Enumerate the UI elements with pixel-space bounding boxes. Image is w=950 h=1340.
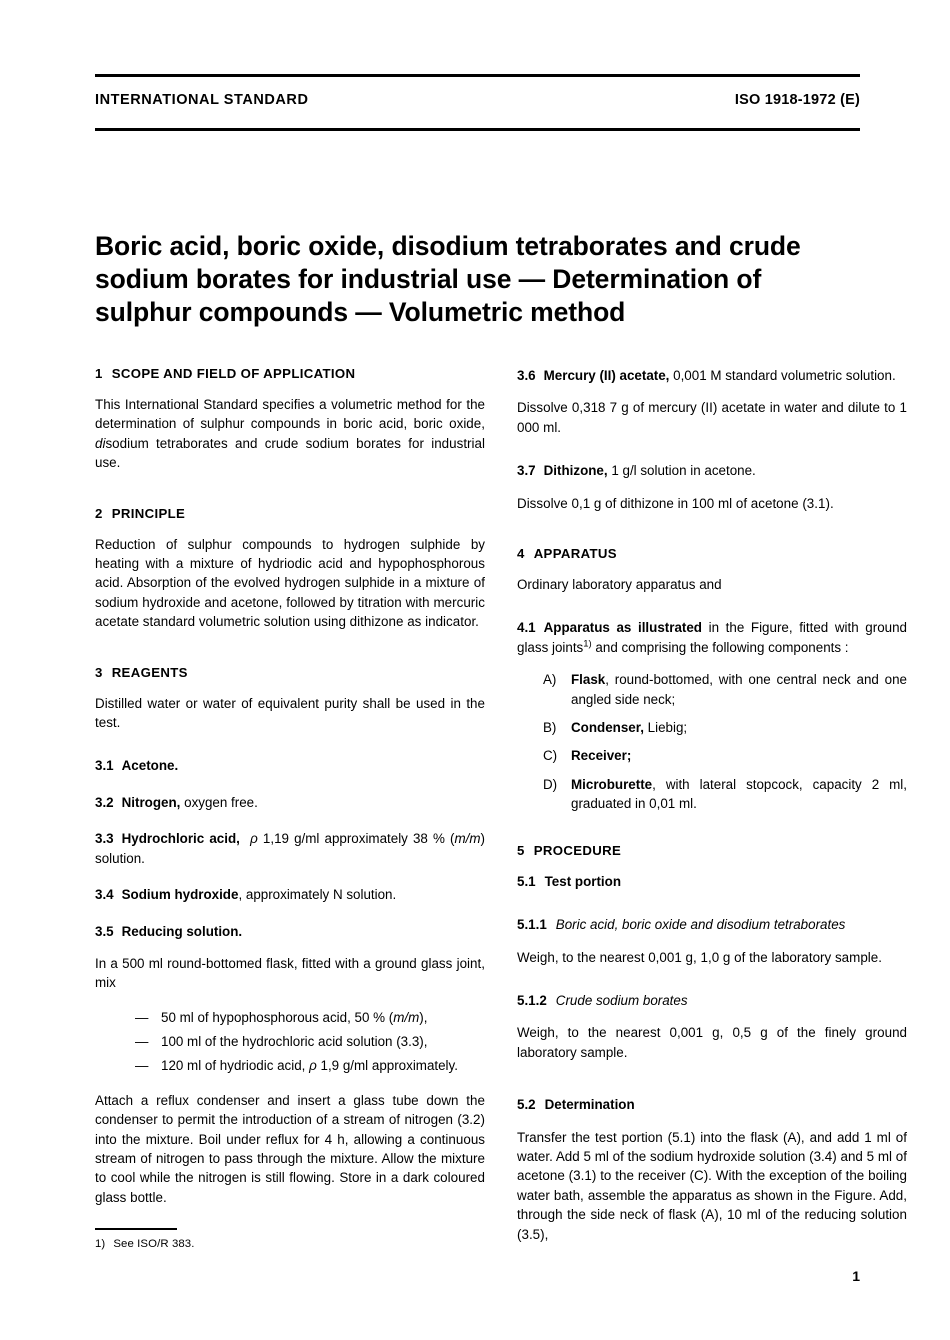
running-header <box>95 92 860 108</box>
dithizone-preparation: Dissolve 0,1 g of dithizone in 100 ml of acetone (3.1). <box>517 495 834 511</box>
component-letter: A) <box>543 672 557 688</box>
subsection-title: Boric acid, boric oxide and disodium tetraborates <box>555 917 846 933</box>
section-title: APPARATUS <box>533 546 617 562</box>
component-name: Receiver; <box>571 748 632 764</box>
reducing-solution-ingredients <box>95 1006 485 1078</box>
section-number: 4 <box>517 546 525 562</box>
footnote-number: 1) <box>95 1237 106 1250</box>
reagent-number: 3.5 <box>95 923 114 939</box>
subsection-number: 5.2 <box>517 1097 536 1113</box>
section-title: PROCEDURE <box>533 842 622 858</box>
scope-text-b: sodium tetraborates and crude sodium borates for industrial use. <box>95 435 485 471</box>
subsection-title: Crude sodium borates <box>555 992 688 1008</box>
component-letter: C) <box>543 748 558 764</box>
reagent-number: 3.1 <box>95 758 114 774</box>
subsection-5-1-2 <box>517 991 907 1010</box>
apparatus-components-list <box>517 670 907 813</box>
list-item <box>135 1006 485 1030</box>
reagent-name: Reducing solution. <box>121 923 243 939</box>
section-title: REAGENTS <box>111 664 188 680</box>
page-title: Boric acid, boric oxide, disodium tetraborates and crude sodium borates for industrial use — Determination of sulphur compounds — Volumetric method <box>95 230 801 327</box>
ingredient-text-a: 120 ml of hydriodic acid, <box>161 1057 310 1073</box>
reagent-item-3-4 <box>95 885 485 904</box>
subsection-5-1 <box>517 872 907 891</box>
ingredient-text-b: ), <box>419 1009 428 1025</box>
component-name: Condenser, <box>571 720 644 736</box>
reagent-number: 3.4 <box>95 887 114 903</box>
left-column <box>95 366 485 1257</box>
reagent-number: 3.2 <box>95 794 114 810</box>
reagent-detail: 1 g/l solution in acetone. <box>607 463 756 479</box>
component-name: Flask <box>571 672 606 688</box>
reagent-detail-b: ) solution. <box>95 831 485 866</box>
list-item <box>543 670 907 709</box>
ingredient-text-a: 50 ml of hypophosphorous acid, 50 % ( <box>161 1009 394 1025</box>
reducing-solution-procedure: Attach a reflux condenser and insert a glass tube down the condenser to permit the introduction of a stream of nitrogen (3.2) into the mixture. Boil under reflux for 4 h, allowing a continuous stream of nitrogen to pass through the mixture. Allow the mixture to cool while the nitrogen is still flowing. Store in a dark coloured glass bottle. <box>95 1092 485 1205</box>
dash-bullet: — <box>135 1057 149 1073</box>
subsection-5-2 <box>517 1095 907 1114</box>
ingredient-italic: ρ <box>309 1057 317 1073</box>
section-heading-apparatus <box>517 546 907 562</box>
reagent-detail: 0,001 M standard volumetric solution. <box>669 368 896 383</box>
footnote-separator <box>95 1228 177 1230</box>
list-item <box>135 1054 485 1078</box>
section-number: 5 <box>517 842 525 858</box>
section-number: 3 <box>95 664 103 680</box>
header-standard-type: INTERNATIONAL STANDARD <box>95 92 309 108</box>
dash-bullet: — <box>135 1033 149 1049</box>
footnote-content <box>95 1237 485 1252</box>
section-heading-procedure <box>517 843 907 859</box>
mercury-acetate-preparation: Dissolve 0,318 7 g of mercury (II) acetate in water and dilute to 1 000 ml. <box>517 400 907 435</box>
apparatus-detail-b: and comprising the following components : <box>591 639 849 655</box>
list-item <box>543 718 907 737</box>
determination-paragraph: Transfer the test portion (5.1) into the flask (A), and add 1 ml of water. Add 5 ml of the sodium hydroxide solution (3.4) and 5 ml of acetone (3.1) to the receiver (C). With the exception of the boiling water bath, assemble the apparatus as shown in the Figure. Add, through the side neck of flask (A), 10 ml of the reducing solution (3.5), <box>517 1129 907 1242</box>
reagent-number: 3.3 <box>95 831 114 847</box>
component-detail: , with lateral stopcock, capacity 2 ml, graduated in 0,01 ml. <box>571 776 907 812</box>
reagent-detail: oxygen free. <box>180 794 258 810</box>
reagent-number: 3.7 <box>517 463 536 479</box>
subsection-title: Test portion <box>544 873 621 889</box>
header-rule-top <box>95 74 860 77</box>
test-portion-crude-borates: Weigh, to the nearest 0,001 g, 0,5 g of the finely ground laboratory sample. <box>517 1025 907 1060</box>
density-symbol: ρ <box>250 831 258 847</box>
section-heading-reagents <box>95 665 485 681</box>
header-rule-bottom <box>95 128 860 131</box>
mass-fraction-symbol: m/m <box>454 831 481 847</box>
ingredient-text-b: 1,9 g/ml approximately. <box>316 1057 458 1073</box>
component-letter: D) <box>543 776 558 792</box>
reagent-item-3-3 <box>95 829 485 868</box>
subsection-title: Determination <box>544 1097 635 1113</box>
list-item <box>135 1030 485 1054</box>
reagent-name: Hydrochloric acid, <box>121 831 240 847</box>
reagent-name: Acetone. <box>121 758 179 774</box>
page-number: 1 <box>852 1268 860 1284</box>
scope-text-italic: di <box>95 435 106 451</box>
list-item <box>543 746 907 765</box>
ingredient-italic: m/m <box>393 1009 420 1025</box>
subsection-5-1-1 <box>517 915 907 934</box>
reagent-detail: , approximately N solution. <box>238 887 397 903</box>
subsection-number: 5.1.1 <box>517 917 547 933</box>
reagent-item-3-7 <box>517 461 907 480</box>
section-title: SCOPE AND FIELD OF APPLICATION <box>111 366 356 381</box>
header-standard-number: ISO 1918-1972 (E) <box>734 92 860 108</box>
dash-bullet: — <box>135 1009 149 1025</box>
apparatus-number: 4.1 <box>517 620 536 636</box>
reagent-name: Nitrogen, <box>121 794 181 810</box>
reagent-name: Mercury (II) acetate, <box>543 368 670 383</box>
principle-paragraph: Reduction of sulphur compounds to hydrogen sulphide by heating with a mixture of hydriodic acid and hypophosphorous acid. Absorption of the evolved hydrogen sulphide in a mixture of sodium hydroxide and acetone, followed by titration with mercuric acetate standard volumetric solution using dithizone as indicator. <box>95 536 485 630</box>
section-heading-scope <box>95 366 485 382</box>
list-item <box>543 775 907 814</box>
component-name: Microburette <box>571 776 653 792</box>
component-detail: Liebig; <box>643 720 688 736</box>
section-title: PRINCIPLE <box>111 505 186 521</box>
section-number: 1 <box>95 366 103 381</box>
apparatus-detail-a: in the Figure, fitted with ground glass joints <box>517 620 907 655</box>
reagent-detail-a: 1,19 g/ml approximately 38 % ( <box>257 831 455 847</box>
test-portion-boric-acid: Weigh, to the nearest 0,001 g, 1,0 g of the laboratory sample. <box>517 949 882 965</box>
section-heading-principle <box>95 506 485 522</box>
apparatus-intro: Ordinary laboratory apparatus and <box>517 577 722 593</box>
reducing-solution-intro: In a 500 ml round-bottomed flask, fitted with a ground glass joint, mix <box>95 955 485 991</box>
scope-text-a: This International Standard specifies a volumetric method for the determination of sulphur compounds in boric acid, boric oxide, <box>95 397 485 432</box>
right-column <box>517 366 907 1257</box>
scope-paragraph <box>95 395 485 473</box>
reagent-item-3-5 <box>95 922 485 941</box>
subsection-number: 5.1 <box>517 873 536 889</box>
footnote-marker: 1) <box>583 638 592 650</box>
reagent-item-3-2 <box>95 793 485 812</box>
section-number: 2 <box>95 505 103 521</box>
ingredient-text-a: 100 ml of the hydrochloric acid solution (3.3), <box>161 1033 428 1049</box>
component-detail: , round-bottomed, with one central neck and one angled side neck; <box>571 672 907 707</box>
apparatus-item-4-1 <box>517 618 907 657</box>
reagent-number: 3.6 <box>517 368 536 383</box>
subsection-number: 5.1.2 <box>517 992 547 1008</box>
reagent-item-3-1 <box>95 756 485 775</box>
reagent-name: Sodium hydroxide <box>121 887 239 903</box>
footnote-reference: See ISO/R 383. <box>113 1237 195 1250</box>
footnote <box>95 1228 485 1252</box>
reagents-intro-paragraph: Distilled water or water of equivalent purity shall be used in the test. <box>95 695 485 731</box>
body-columns <box>95 366 907 1257</box>
reagent-item-3-6 <box>517 366 907 385</box>
component-letter: B) <box>543 720 557 736</box>
reagent-name: Dithizone, <box>543 463 608 479</box>
apparatus-name: Apparatus as illustrated <box>543 620 702 636</box>
